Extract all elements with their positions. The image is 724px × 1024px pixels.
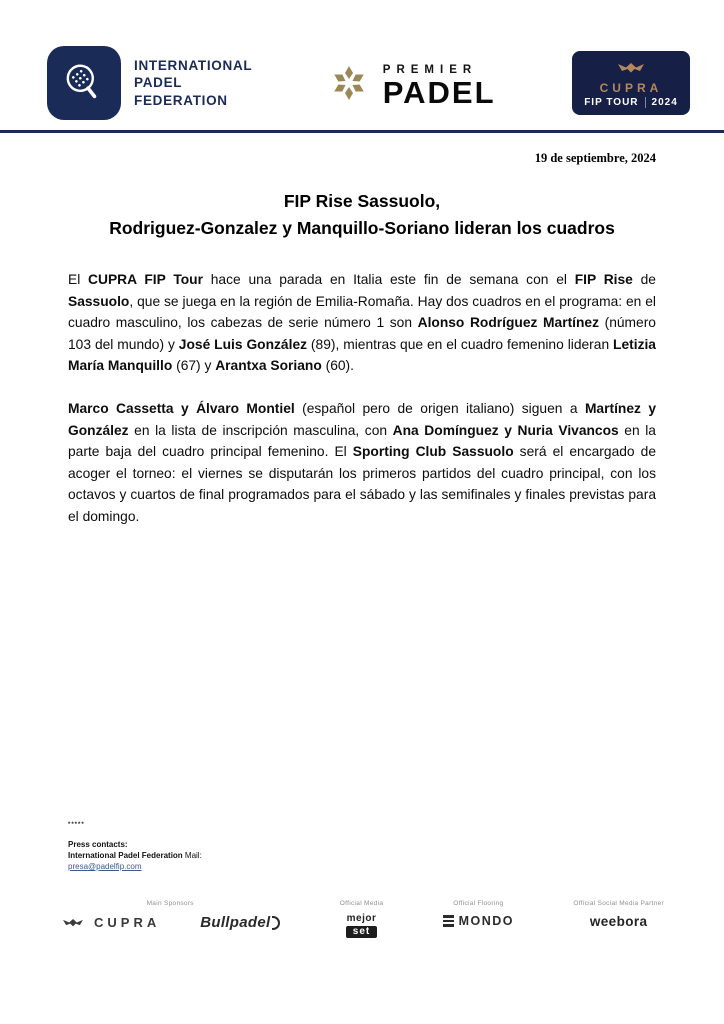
mejorset-label: Official Media bbox=[339, 900, 384, 907]
ipf-wordmark bbox=[134, 57, 252, 110]
main-sponsors-label: Main Sponsors bbox=[146, 900, 194, 907]
paragraph-1: El CUPRA FIP Tour hace una parada en Italia este fin de semana con el FIP Rise de Sassuolo, que se juega en la región de Emilia-Romaña. Hay dos cuadros en el programa: en el cuadro masculino, los cabezas de serie número 1 son Alonso Rodríguez Martínez (número 103 del mundo) y José Luis González (89), mientras que en el cuadro femenino lideran Letizia María Manquillo (67) y Arantxa Soriano (60). bbox=[68, 272, 656, 374]
mondo-group bbox=[443, 900, 514, 928]
fip-tour-text: FIP TOUR bbox=[584, 96, 639, 108]
header-divider bbox=[0, 130, 724, 133]
document-date: 19 de septiembre, 2024 bbox=[534, 151, 656, 165]
sponsor-strip bbox=[60, 900, 664, 938]
cupra-footer-logo: CUPRA bbox=[60, 915, 160, 930]
mejorset-logo: mejor set bbox=[346, 913, 377, 937]
premier-padel-logo bbox=[329, 63, 496, 108]
paragraph-2: Marco Cassetta y Álvaro Montiel (español pero de origen italiano) siguen a Martínez y González en la lista de inscripción masculina, con Ana Domínguez y Nuria Vivancos en la parte baja del cuadro principal femenino. El Sporting Club Sassuolo será el encargado de acoger el torneo: el viernes se disputarán los primeros partidos del cuadro principal, con los octavos y cuartos de final programados para el sábado y las semifinales y finales previstas para el domingo. bbox=[68, 400, 656, 524]
cupra-wordmark: CUPRA bbox=[599, 80, 663, 95]
premier-wordmark bbox=[382, 63, 496, 110]
mejorset-group bbox=[340, 900, 383, 938]
header bbox=[47, 36, 690, 130]
fip-tour-year: 2024 bbox=[651, 96, 678, 108]
bullpadel-logo: Bullpadel bbox=[200, 914, 280, 931]
padel-label: PADEL bbox=[382, 74, 496, 110]
press-contacts-label: Press contacts: bbox=[68, 840, 128, 849]
footnote-asterisks: ***** bbox=[68, 822, 85, 828]
page-title bbox=[30, 188, 694, 242]
weebora-logo: weebora bbox=[589, 914, 648, 929]
press-email-link[interactable]: presa@padelfip.com bbox=[68, 862, 142, 871]
weebora-group bbox=[573, 900, 664, 929]
padel-racket-icon bbox=[47, 46, 121, 120]
bullpadel-swoosh-icon bbox=[272, 916, 280, 930]
title-line1: FIP Rise Sassuolo, bbox=[283, 191, 441, 211]
org-name: International Padel Federation bbox=[68, 851, 183, 860]
cupra-fip-tour-logo bbox=[572, 51, 690, 115]
ipf-wordmark-line1: INTERNATIONAL bbox=[134, 57, 253, 73]
premier-label: PREMIER bbox=[382, 63, 478, 76]
press-contact-org bbox=[68, 851, 202, 860]
org-suffix: Mail: bbox=[182, 851, 202, 860]
divider bbox=[645, 97, 646, 108]
weebora-label: Official Social Media Partner bbox=[573, 900, 664, 907]
cupra-emblem-icon bbox=[614, 61, 648, 79]
title-line2: Rodriguez-Gonzalez y Manquillo-Soriano lideran los cuadros bbox=[109, 218, 615, 239]
fip-tour-label bbox=[584, 97, 678, 108]
main-sponsors-group bbox=[60, 900, 280, 931]
cupra-emblem-icon bbox=[60, 917, 86, 928]
ipf-logo bbox=[47, 46, 252, 120]
premier-star-icon bbox=[329, 63, 369, 108]
mondo-label: Official Flooring bbox=[453, 900, 504, 907]
article-body bbox=[68, 269, 656, 528]
ipf-wordmark-line3: FEDERATION bbox=[134, 92, 228, 108]
mondo-logo: MONDO bbox=[443, 914, 514, 928]
ipf-wordmark-line2: PADEL bbox=[134, 75, 183, 91]
mondo-bars-icon bbox=[443, 915, 454, 927]
main-sponsors-logos bbox=[60, 914, 280, 931]
